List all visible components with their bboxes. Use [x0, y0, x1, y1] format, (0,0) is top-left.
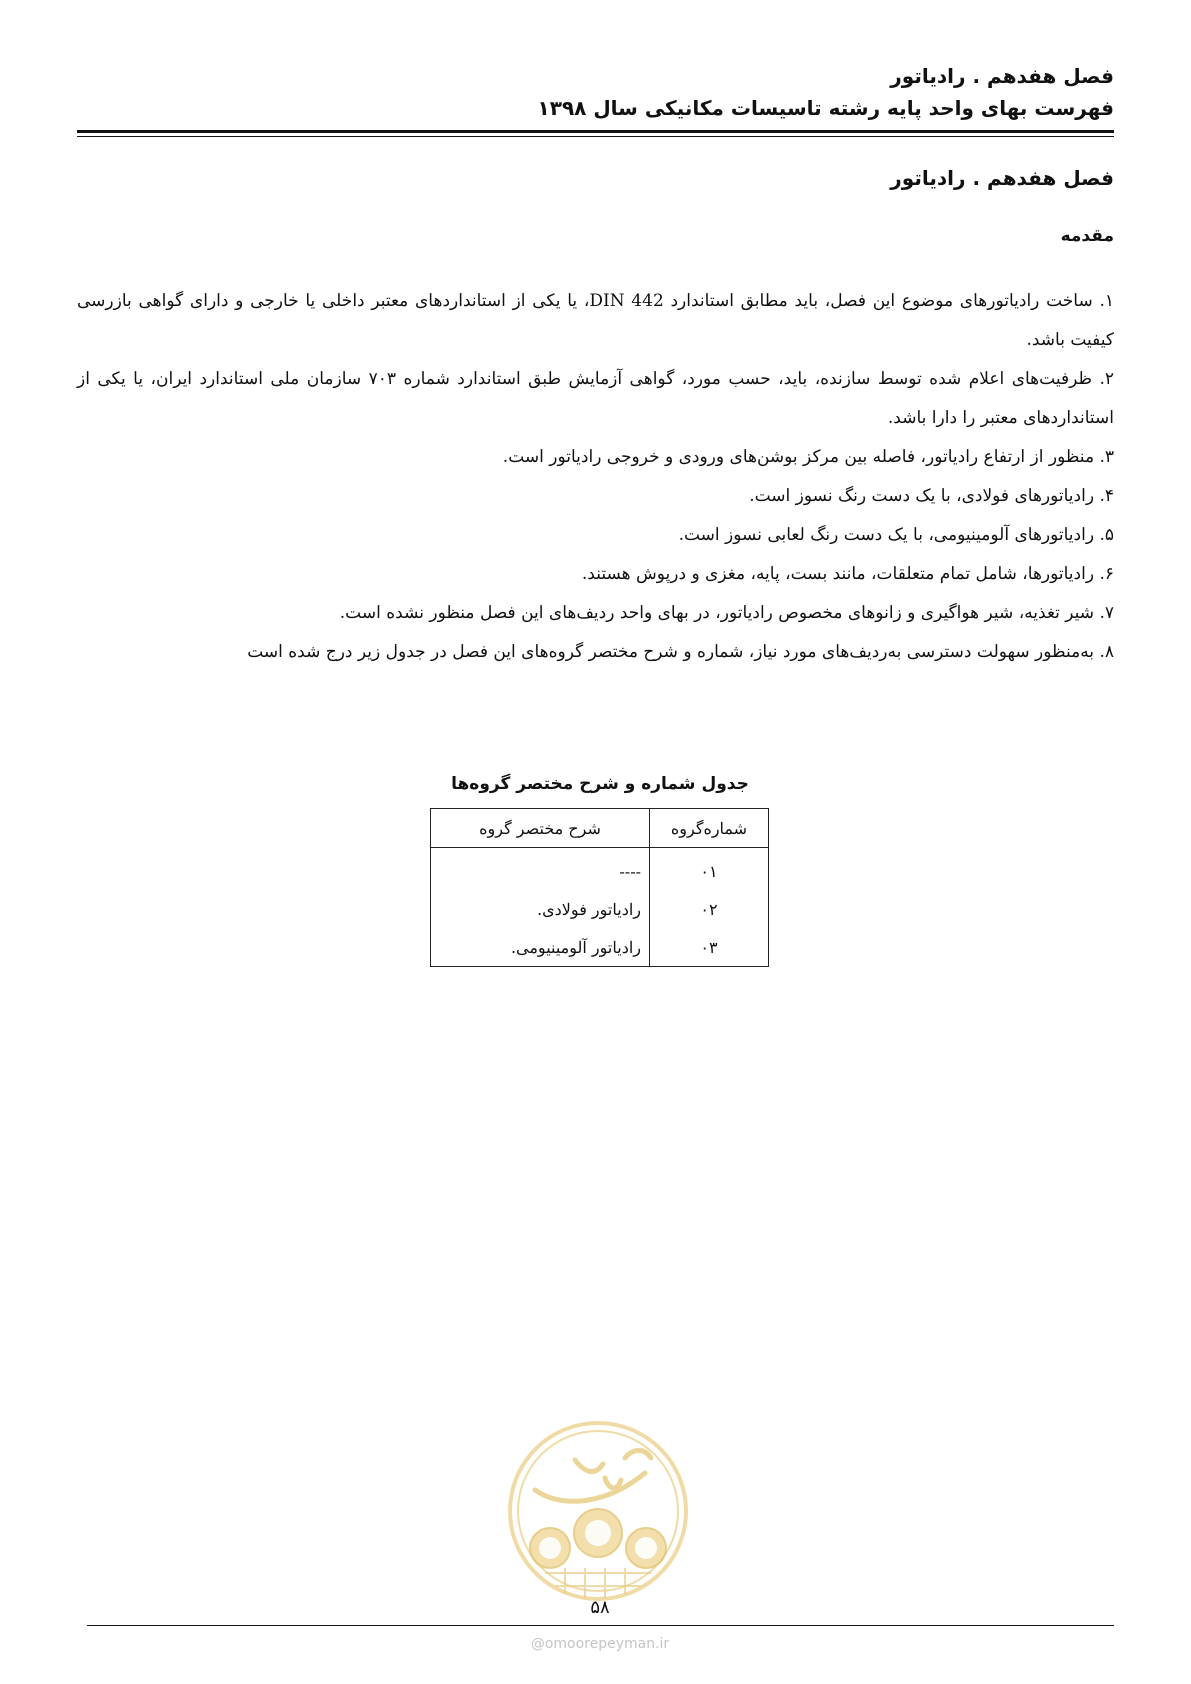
table-caption: جدول شماره و شرح مختصر گروه‌ها — [451, 774, 749, 794]
table-row — [431, 928, 769, 967]
group-description-cell: رادیاتور فولادی. — [431, 890, 650, 928]
paragraph-item: ۳. منظور از ارتفاع رادیاتور، فاصله بین مرکز بوشن‌های ورودی و خروجی رادیاتور است. — [502, 447, 1114, 467]
group-description-cell: رادیاتور آلومینیومی. — [431, 928, 650, 967]
header-divider-thick — [77, 130, 1114, 133]
group-number-cell: ۰۱ — [650, 848, 769, 891]
paragraph-item: ۵. رادیاتورهای آلومینیومی، با یک دست رنگ لعابی نسوز است. — [678, 525, 1114, 545]
table-row — [431, 890, 769, 928]
footer-divider — [87, 1625, 1114, 1626]
group-number-cell: ۰۲ — [650, 890, 769, 928]
page-header — [77, 60, 1114, 124]
column-header-number: شماره‌گروه — [650, 809, 769, 848]
paragraph-item: ۱. ساخت رادیاتورهای موضوع این فصل، باید مطابق استاندارد DIN 442، یا یکی از استانداردهای معتبر داخلی یا خارجی و دارای گواهی بازرسی کیفیت باشد. — [77, 291, 1114, 350]
paragraph-item: ۸. به‌منظور سهولت دسترسی به‌ردیف‌های مورد نیاز، شماره و شرح مختصر گروه‌های این فصل در جدول زیر درج شده است — [247, 642, 1114, 662]
header-chapter-title: فصل هفدهم . رادیاتور — [890, 64, 1114, 88]
group-description-cell: ---- — [431, 848, 650, 891]
table-row — [431, 848, 769, 891]
watermark-url: @omoorepeyman.ir — [530, 1636, 670, 1652]
paragraph-item: ۶. رادیاتورها، شامل تمام متعلقات، مانند بست، پایه، مغزی و درپوش هستند. — [581, 564, 1114, 584]
page-number: ۵۸ — [590, 1597, 610, 1618]
groups-table — [430, 808, 769, 967]
watermark-logo-icon — [505, 1418, 691, 1604]
column-header-description: شرح مختصر گروه — [431, 809, 650, 848]
group-number-cell: ۰۳ — [650, 928, 769, 967]
header-document-title: فهرست بهای واحد پایه رشته تاسیسات مکانیکی سال ۱۳۹۸ — [537, 96, 1114, 120]
paragraph-item: ۷. شیر تغذیه، شیر هواگیری و زانوهای مخصوص رادیاتور، در بهای واحد ردیف‌های این فصل منظور نشده است. — [339, 603, 1114, 623]
intro-heading: مقدمه — [1060, 226, 1114, 246]
header-divider-thin — [77, 136, 1114, 137]
table-header-row — [431, 809, 769, 848]
chapter-title: فصل هفدهم . رادیاتور — [890, 166, 1114, 190]
paragraph-item: ۴. رادیاتورهای فولادی، با یک دست رنگ نسوز است. — [749, 486, 1114, 506]
paragraph-item: ۲. ظرفیت‌های اعلام شده توسط سازنده، باید، حسب مورد، گواهی آزمایش طبق استاندارد شماره ۷۰۳ سازمان ملی استاندارد ایران، یا یکی از استانداردهای معتبر را دارا باشد. — [77, 369, 1115, 428]
intro-paragraphs — [77, 282, 1114, 672]
